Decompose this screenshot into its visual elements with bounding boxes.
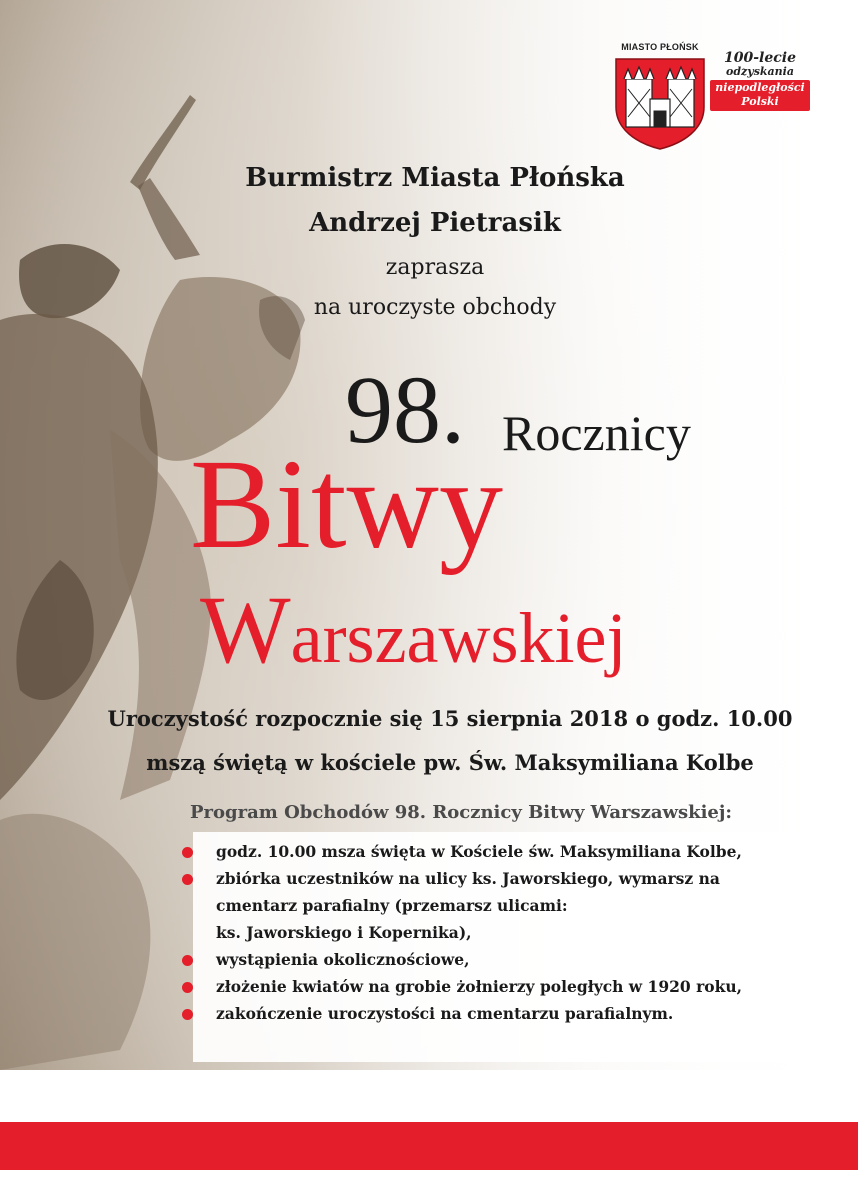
mayor-name: Andrzej Pietrasik bbox=[309, 208, 561, 238]
anniversary-number: 98. bbox=[345, 356, 465, 463]
program-item-text: złożenie kwiatów na grobie żołnierzy poległych w 1920 roku, bbox=[216, 977, 742, 996]
anniversary-banner bbox=[710, 80, 810, 111]
warsaw-initial: W bbox=[200, 576, 291, 683]
footer-red-bar bbox=[0, 1122, 858, 1170]
program-item-text: godz. 10.00 msza święta w Kościele św. Maksymiliana Kolbe, bbox=[216, 842, 742, 861]
anniversary-badge bbox=[710, 50, 810, 111]
bullet-icon bbox=[182, 982, 193, 993]
anniversary-line-2: odzyskania bbox=[726, 65, 794, 78]
program-item-text: zakończenie uroczystości na cmentarzu parafialnym. bbox=[216, 1004, 674, 1023]
mayor-title: Burmistrz Miasta Płońska bbox=[245, 163, 625, 193]
program-item bbox=[182, 1000, 822, 1027]
bullet-icon bbox=[182, 874, 193, 885]
anniversary-line-4: Polski bbox=[741, 95, 779, 108]
program-item bbox=[182, 946, 822, 973]
anniversary-word: Rocznicy bbox=[502, 405, 691, 461]
program-item-text: cmentarz parafialny (przemarsz ulicami: bbox=[216, 896, 568, 915]
program-list bbox=[182, 838, 822, 1027]
bullet-icon bbox=[182, 955, 193, 966]
anniversary-line-1: 100-lecie bbox=[723, 50, 796, 66]
program-item bbox=[182, 865, 822, 946]
program-item-text: ks. Jaworskiego i Kopernika), bbox=[216, 923, 472, 942]
warsaw-word bbox=[200, 576, 627, 683]
bullet-icon bbox=[182, 847, 193, 858]
invites-text: zaprasza bbox=[385, 255, 485, 280]
city-name-label: MIASTO PŁOŃSK bbox=[621, 42, 699, 52]
celebration-text: na uroczyste obchody bbox=[313, 295, 557, 320]
city-logo-block bbox=[610, 42, 810, 152]
warsaw-rest: arszawskiej bbox=[290, 598, 627, 678]
program-item bbox=[182, 838, 822, 865]
city-coat-of-arms-icon bbox=[612, 55, 708, 151]
program-item bbox=[182, 973, 822, 1000]
start-info-line-2: mszą świętą w kościele pw. Św. Maksymiliana Kolbe bbox=[146, 750, 754, 775]
anniversary-line-3: niepodległości bbox=[715, 81, 805, 94]
bullet-icon bbox=[182, 1009, 193, 1020]
program-item-text: wystąpienia okolicznościowe, bbox=[216, 950, 470, 969]
program-title: Program Obchodów 98. Rocznicy Bitwy Warszawskiej: bbox=[190, 802, 733, 823]
program-item-text: zbiórka uczestników na ulicy ks. Jaworskiego, wymarsz na bbox=[216, 869, 720, 888]
start-info-line-1: Uroczystość rozpocznie się 15 sierpnia 2018 o godz. 10.00 bbox=[107, 706, 793, 731]
battle-word: Bitwy bbox=[190, 433, 503, 575]
